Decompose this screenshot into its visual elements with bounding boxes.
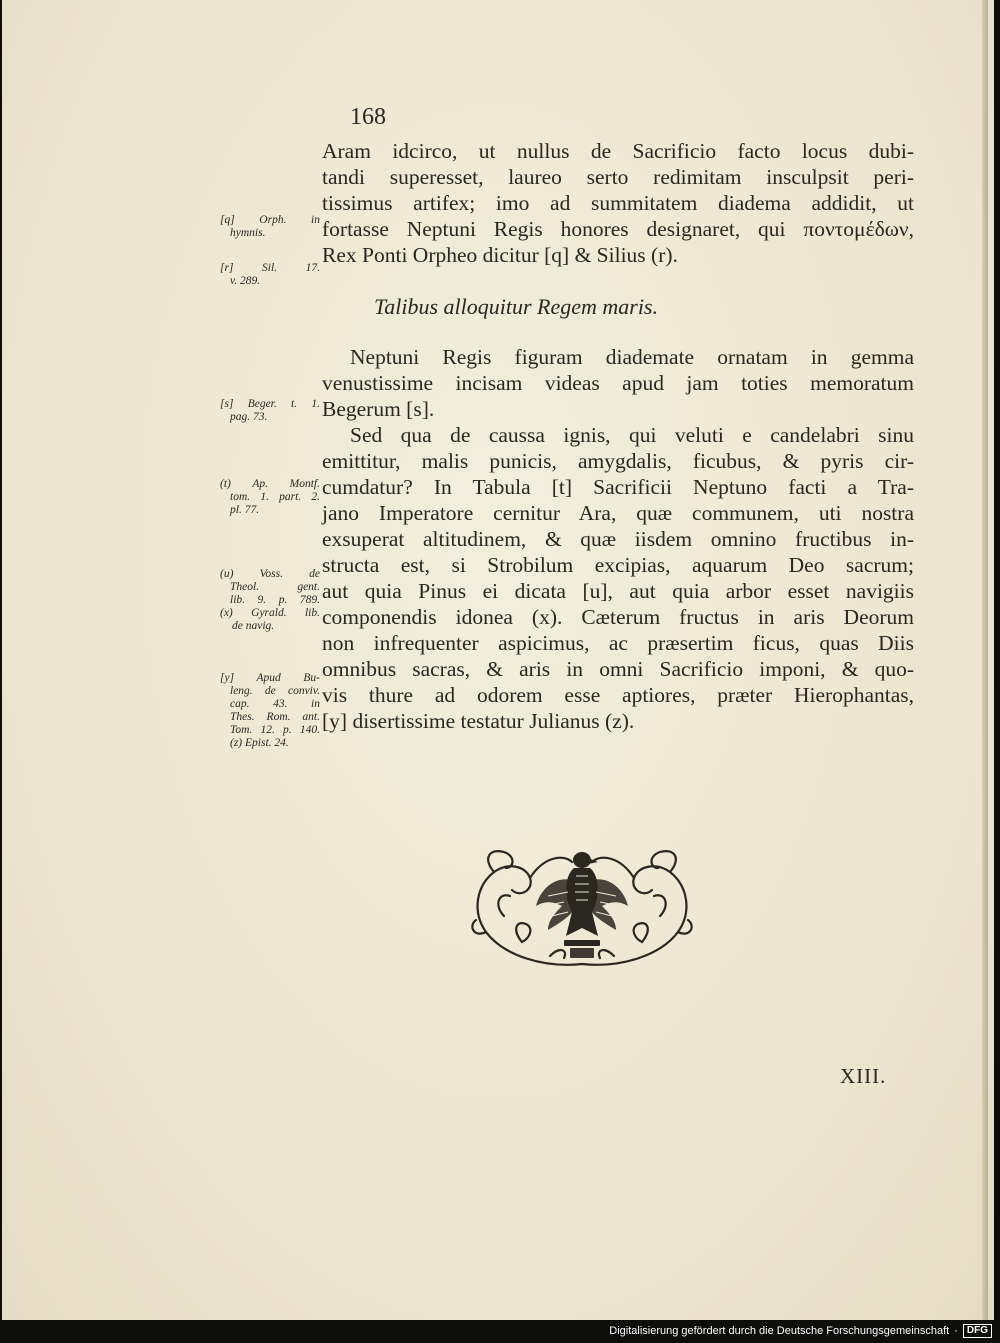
margin-note-q: [220, 214, 320, 240]
text-line: omnibus sacras, & aris in omni Sacrificio imponi, & quo-: [322, 657, 914, 681]
note-line: lib. 9. p. 789.: [230, 594, 320, 606]
digitization-footer: [609, 1323, 992, 1339]
book-page: [2, 0, 994, 1320]
text-line: venustissime incisam videas apud jam toties memoratum: [322, 371, 914, 395]
note-line: Tom. 12. p. 140.: [230, 724, 320, 736]
note-line: de navig.: [232, 620, 275, 632]
text-line: componendis idonea (x). Cæterum fructus in aris Deorum: [322, 605, 914, 629]
text-line: structa est, si Strobilum excipias, aquarum Deo sacrum;: [322, 553, 914, 577]
text-line: non infrequenter aspicimus, ac præsertim ficus, quas Diis: [322, 631, 914, 655]
note-line: pag. 73.: [230, 411, 268, 423]
text-line: aut quia Pinus ei dicata [u], aut quia arbor esset navigiis: [322, 579, 914, 603]
text-line: tissimus artifex; imo ad summitatem diadema addidit, ut: [322, 191, 914, 215]
text-line: fortasse Neptuni Regis honores designaret, qui ποντομέδων,: [322, 217, 914, 241]
note-line: [q] Orph. in: [220, 214, 320, 226]
note-line: [s] Beger. t. 1.: [220, 398, 320, 410]
note-line: cap. 43. in: [230, 698, 320, 710]
note-line: (t) Ap. Montf.: [220, 478, 320, 490]
text-line: vis thure ad odorem esse aptiores, præter Hierophantas,: [322, 683, 914, 707]
eagle-cartouche-ornament: [464, 846, 700, 972]
note-line: (z) Epist. 24.: [230, 737, 289, 749]
note-line: pl. 77.: [230, 504, 260, 516]
text-line: cumdatur? In Tabula [t] Sacrificii Neptuno facti a Tra-: [322, 475, 914, 499]
paragraph-2: [322, 344, 914, 734]
page-edge: [982, 0, 988, 1320]
note-line: v. 289.: [230, 275, 261, 287]
text-line: exsuperat altitudinem, & quæ iisdem omnino fructibus in-: [322, 527, 914, 551]
text-line: jano Imperatore cernitur Ara, quæ communem, uti nostra: [322, 501, 914, 525]
note-line: [r] Sil. 17.: [220, 262, 320, 274]
text-line: tandi superesset, laureo serto redimitam insculpsit peri-: [322, 165, 914, 189]
signature-mark: XIII.: [840, 1064, 887, 1088]
margin-note-y-z: [220, 672, 320, 750]
note-line: hymnis.: [230, 227, 266, 239]
paragraph-1: [322, 138, 914, 268]
margin-note-u-x: [220, 568, 320, 633]
text-line: Neptuni Regis figuram diademate ornatam in gemma: [350, 345, 914, 369]
note-line: tom. 1. part. 2.: [230, 491, 320, 503]
note-line: Thes. Rom. ant.: [230, 711, 320, 723]
note-line: leng. de conviv.: [230, 685, 320, 697]
margin-note-t: [220, 478, 320, 517]
note-line: Theol. gent.: [230, 581, 320, 593]
text-line: [y] disertissime testatur Julianus (z).: [322, 709, 635, 733]
note-line: [y] Apud Bu-: [220, 672, 320, 684]
page-number: 168: [350, 104, 386, 130]
text-line: Sed qua de caussa ignis, qui veluti e candelabri sinu: [350, 423, 914, 447]
footer-text: Digitalisierung gefördert durch die Deutsche Forschungsgemeinschaft: [609, 1325, 950, 1337]
margin-note-r: [220, 262, 320, 288]
note-line: (u) Voss. de: [220, 568, 320, 580]
margin-note-s: [220, 398, 320, 424]
note-line: (x) Gyrald. lib.: [220, 607, 320, 619]
text-line: Aram idcirco, ut nullus de Sacrificio facto locus dubi-: [322, 139, 914, 163]
section-heading: Talibus alloquitur Regem maris.: [374, 294, 658, 319]
dfg-logo: DFG: [963, 1324, 992, 1338]
text-line: Rex Ponti Orpheo dicitur [q] & Silius (r).: [322, 243, 678, 267]
text-line: emittitur, malis punicis, amygdalis, ficubus, & pyris cir-: [322, 449, 914, 473]
text-line: Begerum [s].: [322, 397, 435, 421]
footer-separator: ·: [954, 1325, 958, 1337]
